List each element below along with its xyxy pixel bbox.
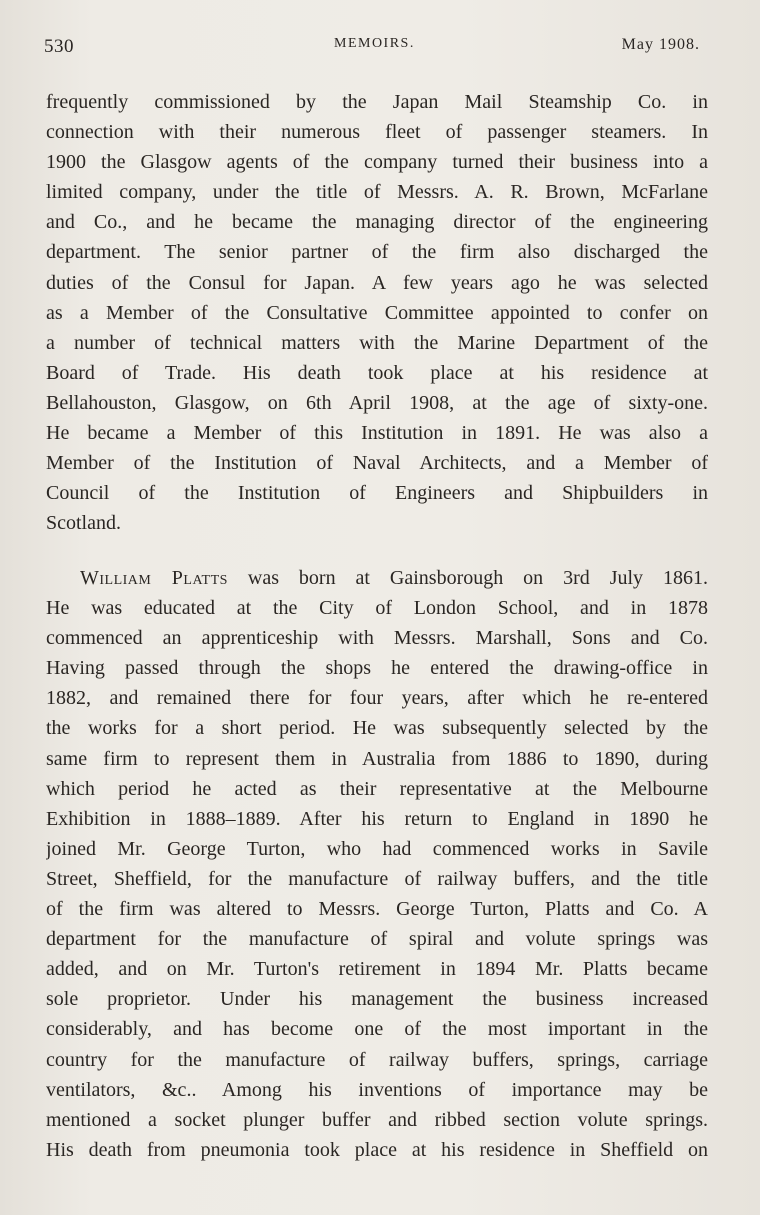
text-line: 1882, and remained there for four years, after which he re-entered	[46, 687, 708, 710]
text-line: Council of the Institution of Engineers and Shipbuilders in	[46, 482, 708, 505]
text-line: Exhibition in 1888–1889. After his return to England in 1890 he	[46, 807, 708, 830]
text-line: a number of technical matters with the Marine Department of the	[46, 331, 708, 354]
text-line: mentioned a socket plunger buffer and ribbed section volute springs.	[46, 1108, 708, 1131]
first-line-text: was born at Gainsborough on 3rd July 1861.	[247, 567, 708, 589]
text-line: of the firm was altered to Messrs. George Turton, Platts and Co. A	[46, 898, 708, 921]
running-title: MEMOIRS.	[334, 36, 415, 51]
text-line: department for the manufacture of spiral and volute springs was	[46, 928, 708, 951]
text-line: added, and on Mr. Turton's retirement in 1894 Mr. Platts became	[46, 958, 708, 981]
page-header	[44, 36, 700, 64]
memoir-name: William Platts	[80, 567, 228, 589]
text-line: Board of Trade. His death took place at his residence at	[46, 361, 708, 384]
text-line: frequently commissioned by the Japan Mail Steamship Co. in	[46, 91, 708, 113]
paragraph-platts-memoir	[46, 563, 708, 1165]
text-line: Scotland.	[46, 512, 121, 535]
text-line: sole proprietor. Under his management the business increased	[46, 988, 708, 1011]
text-line: Member of the Institution of Naval Architects, and a Member of	[46, 452, 708, 475]
text-line: His death from pneumonia took place at his residence in Sheffield on	[46, 1138, 708, 1161]
text-line: Having passed through the shops he entered the drawing-office in	[46, 657, 708, 680]
paragraph-brown-memoir	[46, 87, 708, 538]
text-line: same firm to represent them in Australia from 1886 to 1890, during	[46, 747, 708, 770]
text-line: Bellahouston, Glasgow, on 6th April 1908, at the age of sixty-one.	[46, 391, 708, 414]
page-number: 530	[44, 36, 74, 57]
issue-date: May 1908.	[621, 36, 700, 53]
text-line: He was educated at the City of London School, and in 1878	[46, 597, 708, 620]
text-line: country for the manufacture of railway buffers, springs, carriage	[46, 1048, 708, 1071]
text-line: duties of the Consul for Japan. A few years ago he was selected	[46, 271, 708, 294]
text-line: joined Mr. George Turton, who had commenced works in Savile	[46, 837, 708, 860]
text-line: which period he acted as their representative at the Melbourne	[46, 777, 708, 800]
text-line: as a Member of the Consultative Committee appointed to confer on	[46, 301, 708, 324]
text-line: He became a Member of this Institution in 1891. He was also a	[46, 422, 708, 445]
text-line: commenced an apprenticeship with Messrs. Marshall, Sons and Co.	[46, 627, 708, 650]
text-line: department. The senior partner of the firm also discharged the	[46, 241, 708, 264]
text-line-first	[46, 563, 708, 593]
text-line: limited company, under the title of Messrs. A. R. Brown, McFarlane	[46, 181, 708, 204]
text-line: ventilators, &c.. Among his inventions of importance may be	[46, 1078, 708, 1101]
text-line: considerably, and has become one of the most important in the	[46, 1018, 708, 1041]
text-line: 1900 the Glasgow agents of the company turned their business into a	[46, 151, 708, 174]
text-line: and Co., and he became the managing director of the engineering	[46, 211, 708, 234]
text-line: the works for a short period. He was subsequently selected by the	[46, 717, 708, 740]
text-line: connection with their numerous fleet of passenger steamers. In	[46, 121, 708, 144]
text-line: Street, Sheffield, for the manufacture of railway buffers, and the title	[46, 867, 708, 890]
